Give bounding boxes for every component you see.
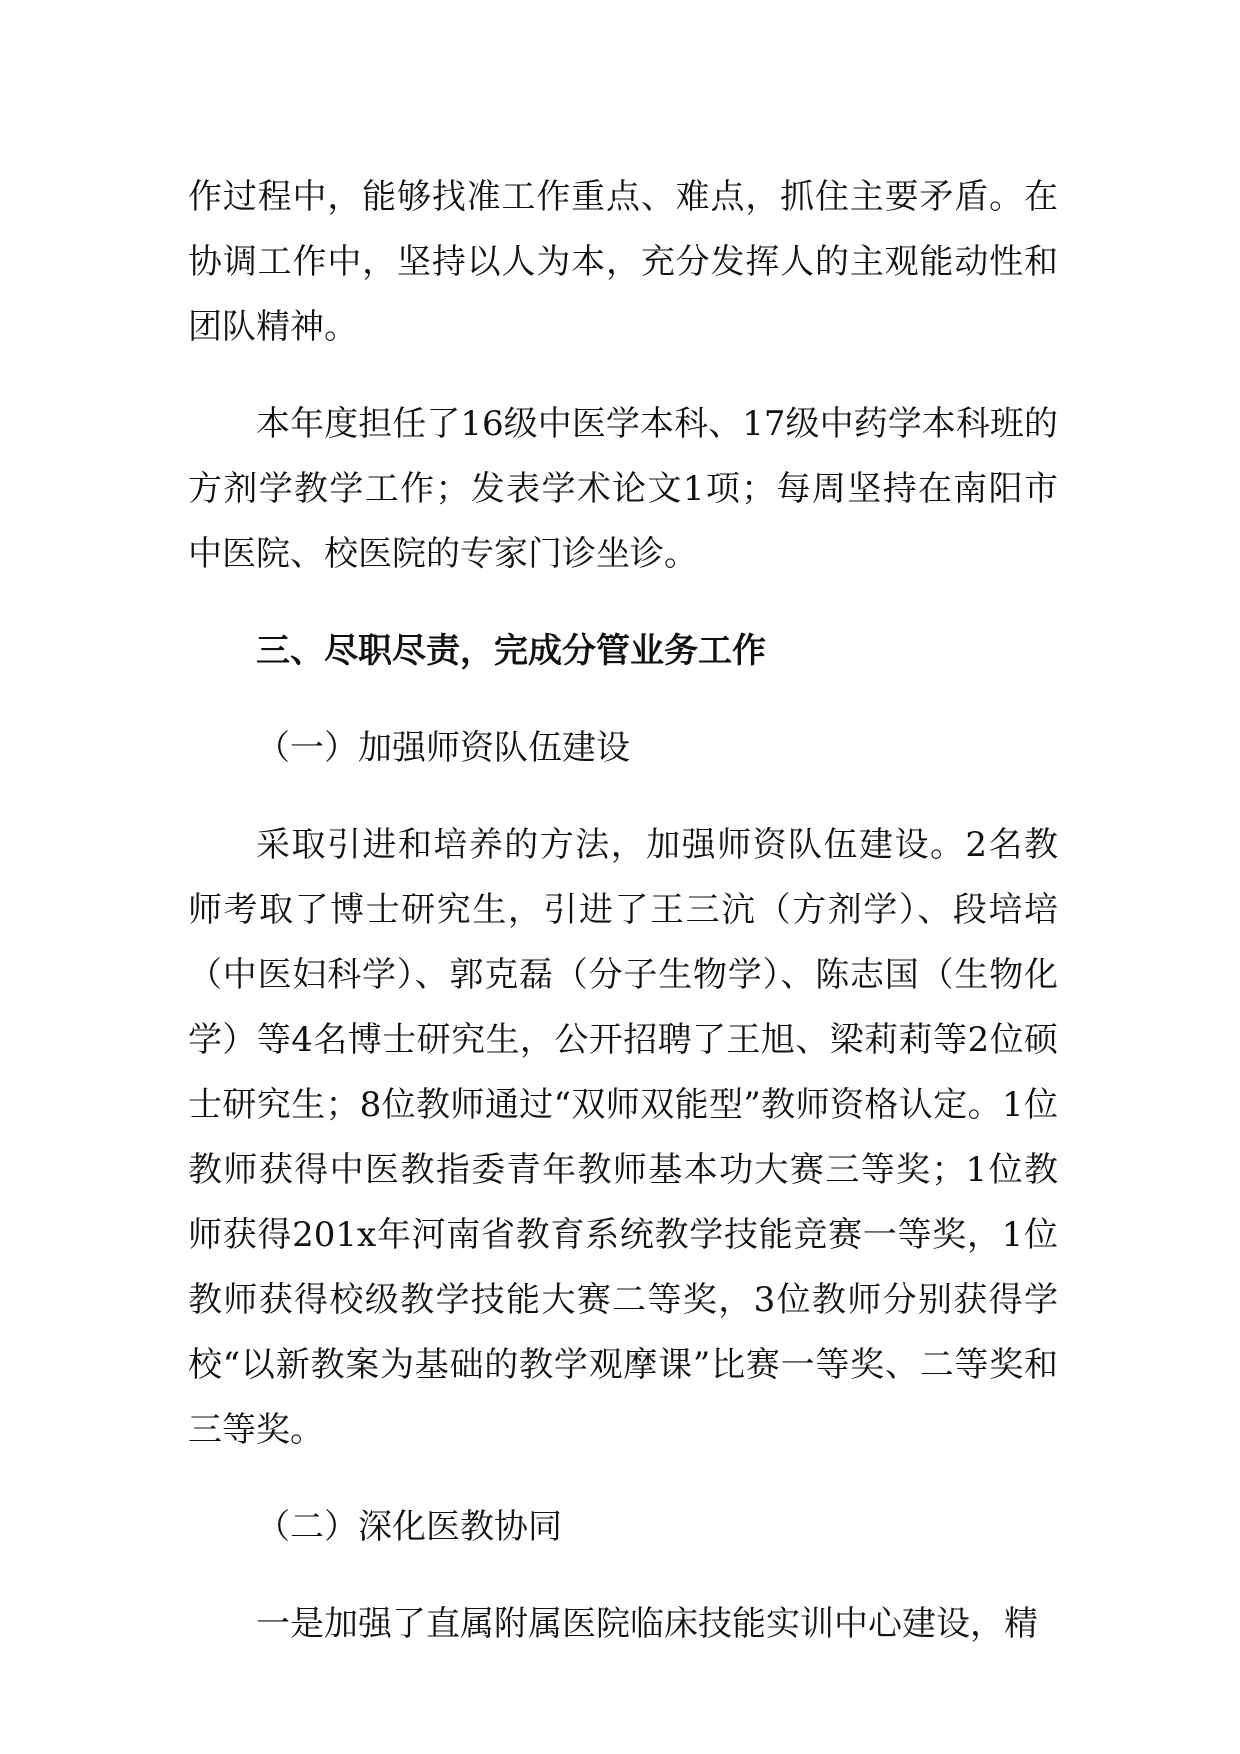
subsection-heading-medical-education: （二）深化医教协同 [256, 1507, 562, 1547]
paragraph-teaching-work: 本年度担任了16级中医学本科、17级中药学本科班的方剂学教学工作；发表学术论文1项；每周坚持在南阳市中医院、校医院的专家门诊坐诊。 [188, 404, 1058, 574]
section-heading-3: 三、尽职尽责，完成分管业务工作 [256, 631, 766, 671]
paragraph-continuation: 作过程中，能够找准工作重点、难点，抓住主要矛盾。在协调工作中，坚持以人为本，充分发挥人的主观能动性和团队精神。 [188, 177, 1058, 347]
document-body [188, 165, 1058, 1657]
paragraph-training-center: 一是加强了直属附属医院临床技能实训中心建设，精 [256, 1604, 1038, 1644]
paragraph-faculty-building: 采取引进和培养的方法，加强师资队伍建设。2名教师考取了博士研究生，引进了王三沆（方剂学）、段培培（中医妇科学）、郭克磊（分子生物学）、陈志国（生物化学）等4名博士研究生，公开招聘了王旭、梁莉莉等2位硕士研究生；8位教师通过“双师双能型”教师资格认定。1位教师获得中医教指委青年教师基本功大赛三等奖；1位教师获得201x年河南省教育系统教学技能竞赛一等奖，1位教师获得校级教学技能大赛二等奖，3位教师分别获得学校“以新教案为基础的教学观摩课”比赛一等奖、二等奖和三等奖。 [188, 825, 1058, 1450]
subsection-heading-faculty: （一）加强师资队伍建设 [256, 728, 630, 768]
